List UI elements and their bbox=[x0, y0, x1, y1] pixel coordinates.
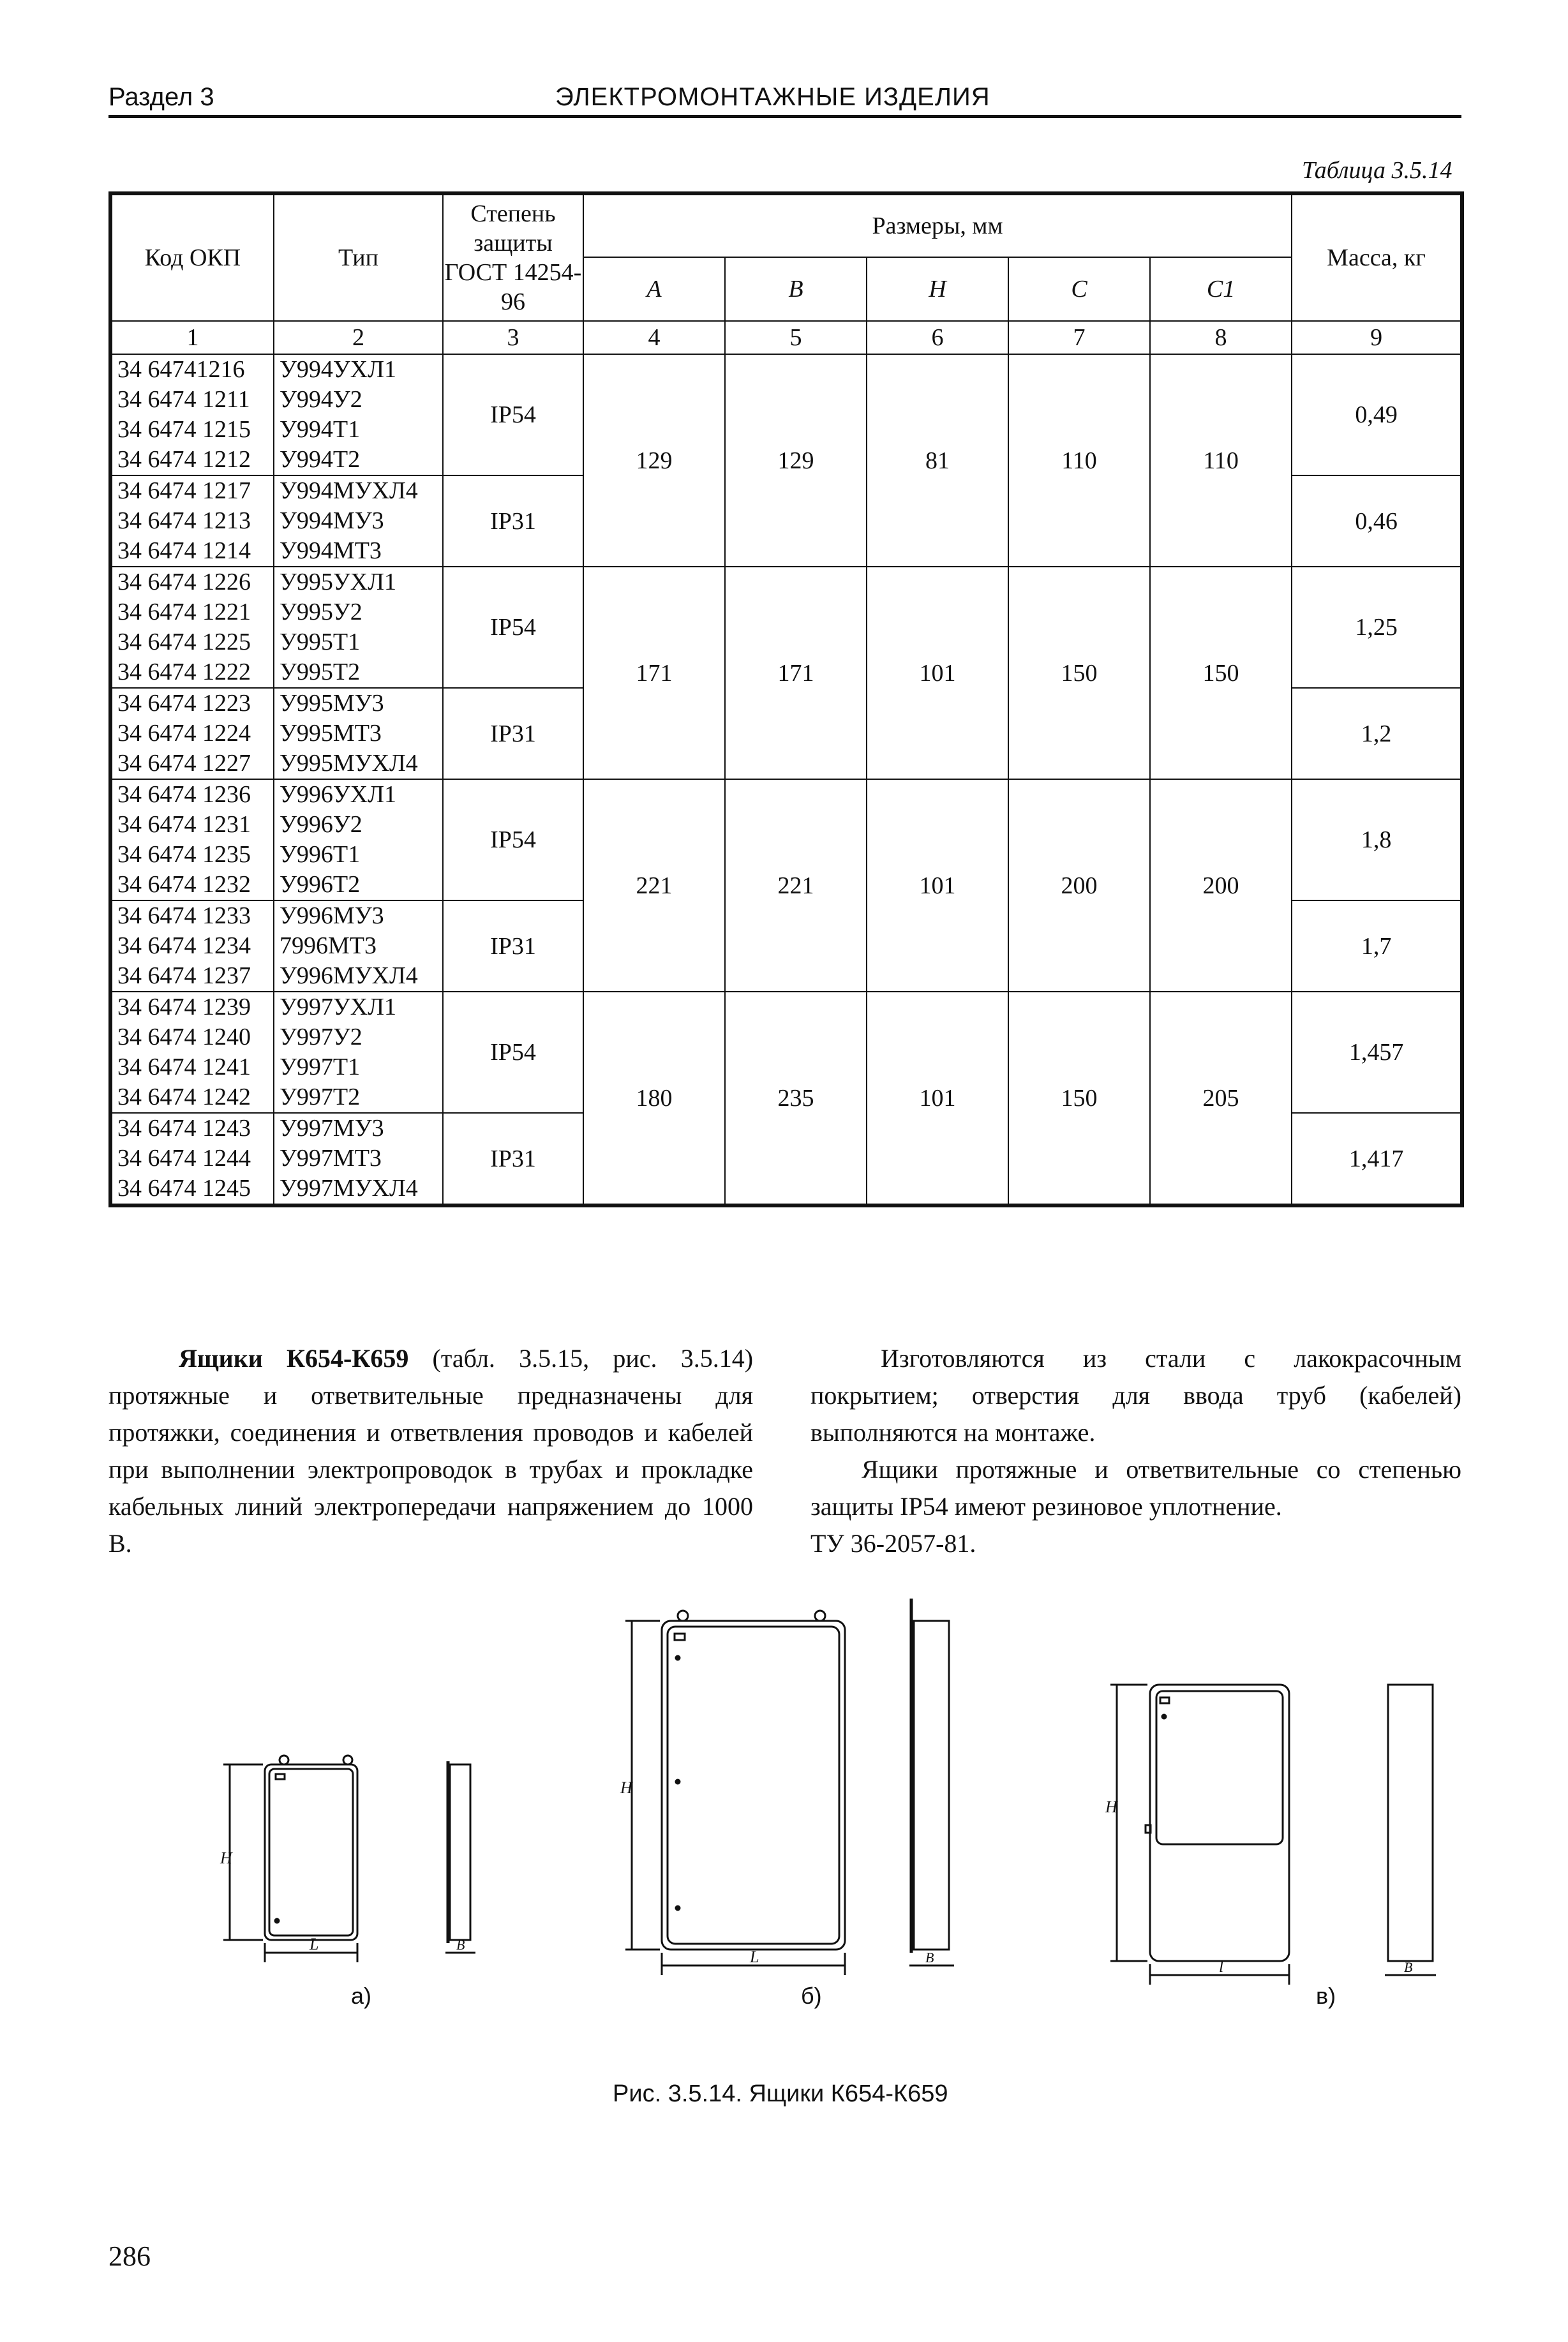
okp-code: 34 64741216 bbox=[117, 356, 245, 383]
label-l-b: L bbox=[750, 1948, 759, 1966]
enclosure-drawings bbox=[96, 1583, 1468, 2055]
dimension-cell-b: 129 bbox=[725, 354, 867, 567]
body-right-p1: Изготовляются из стали с лакокрасочным покрытием; отверстия для ввода труб (кабелей) выполняются на монтаже. bbox=[810, 1344, 1461, 1447]
enclosure-type: У997УХЛ1 bbox=[280, 994, 397, 1020]
label-l-c: l bbox=[1219, 1957, 1224, 1976]
okp-code: 34 6474 1237 bbox=[117, 962, 251, 989]
enclosure-type: У996У2 bbox=[280, 811, 362, 838]
mass-cell: 1,457 bbox=[1292, 992, 1462, 1113]
okp-code: 34 6474 1231 bbox=[117, 811, 251, 838]
okp-code: 34 6474 1243 bbox=[117, 1115, 251, 1142]
enclosure-type: У995МУХЛ4 bbox=[280, 750, 418, 777]
mass-cell: 1,25 bbox=[1292, 567, 1462, 688]
okp-code: 34 6474 1214 bbox=[117, 537, 251, 564]
protection-cell: IP54 bbox=[443, 354, 583, 475]
col-number: 3 bbox=[443, 321, 583, 354]
label-b-a: B bbox=[456, 1937, 465, 1953]
header-protection: Степень защиты ГОСТ 14254-96 bbox=[443, 193, 583, 321]
protection-cell: IP54 bbox=[443, 779, 583, 900]
okp-codes-cell bbox=[110, 779, 274, 900]
header-dimensions: Размеры, мм bbox=[583, 193, 1292, 257]
okp-codes-cell bbox=[110, 900, 274, 992]
enclosure-type: 7996МТ3 bbox=[280, 932, 377, 959]
enclosure-type: У995У2 bbox=[280, 599, 362, 625]
enclosure-type: У996МУ3 bbox=[280, 902, 384, 929]
types-cell bbox=[274, 1113, 443, 1205]
enclosure-type: У994УХЛ1 bbox=[280, 356, 397, 383]
enclosure-type: У995Т2 bbox=[280, 659, 361, 685]
okp-code: 34 6474 1234 bbox=[117, 932, 251, 959]
body-left-bold: Ящики К654-К659 bbox=[179, 1344, 409, 1373]
enclosure-type: У996УХЛ1 bbox=[280, 781, 397, 808]
mass-cell: 0,49 bbox=[1292, 354, 1462, 475]
protection-cell: IP31 bbox=[443, 475, 583, 567]
label-b-c: B bbox=[1404, 1959, 1413, 1975]
types-cell bbox=[274, 992, 443, 1113]
enclosure-type: У994МТ3 bbox=[280, 537, 382, 564]
enclosure-type: У997МУ3 bbox=[280, 1115, 384, 1142]
enclosure-type: У997У2 bbox=[280, 1024, 362, 1050]
label-c: в) bbox=[1316, 1983, 1336, 2009]
okp-code: 34 6474 1224 bbox=[117, 720, 251, 747]
page-number: 286 bbox=[108, 2241, 151, 2272]
mass-cell: 1,2 bbox=[1292, 688, 1462, 779]
okp-code: 34 6474 1223 bbox=[117, 690, 251, 717]
header-dim-c: C bbox=[1008, 257, 1150, 321]
enclosure-type: У997Т2 bbox=[280, 1084, 361, 1110]
label-a: а) bbox=[351, 1983, 372, 2009]
enclosure-type: У994Т2 bbox=[280, 446, 361, 473]
body-right-p3: ТУ 36-2057-81. bbox=[810, 1529, 976, 1558]
dimension-cell-c: 200 bbox=[1008, 779, 1150, 992]
col-number: 6 bbox=[867, 321, 1008, 354]
table-caption: Таблица 3.5.14 bbox=[1302, 157, 1452, 184]
body-left-text: (табл. 3.5.15, рис. 3.5.14) протяжные и ответвительные предназначены для протяжки, соединения и ответвления проводов и кабелей при выполнении электропроводок в трубах и прокладке кабельных линий электропередачи напряжением до 1000 В. bbox=[108, 1344, 754, 1558]
body-left-paragraph bbox=[108, 1340, 753, 1562]
enclosure-type: У996Т1 bbox=[280, 841, 361, 868]
dimension-cell-a: 180 bbox=[583, 992, 725, 1205]
dimension-cell-a: 129 bbox=[583, 354, 725, 567]
table-row bbox=[110, 567, 1462, 688]
okp-code: 34 6474 1212 bbox=[117, 446, 251, 473]
enclosure-type: У997Т1 bbox=[280, 1054, 361, 1080]
enclosure-type: У995УХЛ1 bbox=[280, 569, 397, 595]
okp-code: 34 6474 1226 bbox=[117, 569, 251, 595]
body-right-column bbox=[810, 1340, 1461, 1562]
spec-table-wrapper bbox=[108, 191, 1460, 1207]
okp-code: 34 6474 1217 bbox=[117, 477, 251, 504]
okp-code: 34 6474 1241 bbox=[117, 1054, 251, 1080]
dimension-cell-a: 171 bbox=[583, 567, 725, 779]
enclosure-type: У994У2 bbox=[280, 386, 362, 413]
label-l-a: L bbox=[310, 1935, 319, 1953]
header-code: Код ОКП bbox=[110, 193, 274, 321]
dimension-cell-b: 235 bbox=[725, 992, 867, 1205]
protection-cell: IP31 bbox=[443, 1113, 583, 1205]
header-dim-b: B bbox=[725, 257, 867, 321]
dimension-cell-b: 221 bbox=[725, 779, 867, 992]
dimension-cell-c1: 205 bbox=[1150, 992, 1292, 1205]
enclosure-type: У994МУХЛ4 bbox=[280, 477, 418, 504]
protection-cell: IP54 bbox=[443, 992, 583, 1113]
drawing-a-side bbox=[445, 1761, 475, 1953]
types-cell bbox=[274, 567, 443, 688]
header-type: Тип bbox=[274, 193, 443, 321]
okp-code: 34 6474 1242 bbox=[117, 1084, 251, 1110]
header-dim-h: H bbox=[867, 257, 1008, 321]
okp-code: 34 6474 1211 bbox=[117, 386, 250, 413]
dimension-cell-c: 110 bbox=[1008, 354, 1150, 567]
dimension-cell-c: 150 bbox=[1008, 992, 1150, 1205]
okp-code: 34 6474 1215 bbox=[117, 416, 251, 443]
mass-cell: 1,8 bbox=[1292, 779, 1462, 900]
header-mass: Масса, кг bbox=[1292, 193, 1462, 321]
okp-code: 34 6474 1233 bbox=[117, 902, 251, 929]
okp-code: 34 6474 1240 bbox=[117, 1024, 251, 1050]
body-right-p2: Ящики протяжные и ответвительные со степенью защиты IP54 имеют резиновое уплотнение. bbox=[810, 1455, 1461, 1521]
okp-code: 34 6474 1239 bbox=[117, 994, 251, 1020]
okp-code: 34 6474 1227 bbox=[117, 750, 251, 777]
drawing-c-front bbox=[1105, 1685, 1289, 1985]
spec-table-body bbox=[110, 354, 1462, 1205]
label-h-b: H bbox=[620, 1779, 632, 1797]
dimension-cell-c: 150 bbox=[1008, 567, 1150, 779]
okp-code: 34 6474 1213 bbox=[117, 507, 251, 534]
okp-code: 34 6474 1222 bbox=[117, 659, 251, 685]
header-dim-c1: C1 bbox=[1150, 257, 1292, 321]
col-number: 4 bbox=[583, 321, 725, 354]
enclosure-type: У995МТ3 bbox=[280, 720, 382, 747]
enclosure-type: У994Т1 bbox=[280, 416, 361, 443]
section-label: Раздел 3 bbox=[108, 83, 214, 111]
dimension-cell-h: 101 bbox=[867, 992, 1008, 1205]
types-cell bbox=[274, 475, 443, 567]
enclosure-type: У994МУ3 bbox=[280, 507, 384, 534]
okp-code: 34 6474 1232 bbox=[117, 871, 251, 898]
table-row bbox=[110, 779, 1462, 900]
drawing-b-side bbox=[909, 1599, 954, 1965]
dimension-cell-c1: 110 bbox=[1150, 354, 1292, 567]
okp-code: 34 6474 1236 bbox=[117, 781, 251, 808]
okp-codes-cell bbox=[110, 992, 274, 1113]
col-number: 5 bbox=[725, 321, 867, 354]
dimension-cell-h: 101 bbox=[867, 779, 1008, 992]
label-h-c: H bbox=[1105, 1798, 1117, 1816]
label-h-a: H bbox=[220, 1849, 232, 1867]
page-title: ЭЛЕКТРОМОНТАЖНЫЕ ИЗДЕЛИЯ bbox=[555, 83, 990, 111]
enclosure-type: У997МТ3 bbox=[280, 1145, 382, 1172]
okp-code: 34 6474 1235 bbox=[117, 841, 251, 868]
dimension-cell-c1: 200 bbox=[1150, 779, 1292, 992]
table-row bbox=[110, 992, 1462, 1113]
enclosure-type: У995МУ3 bbox=[280, 690, 384, 717]
protection-cell: IP31 bbox=[443, 688, 583, 779]
enclosure-type: У997МУХЛ4 bbox=[280, 1175, 418, 1202]
types-cell bbox=[274, 354, 443, 475]
drawing-b-front bbox=[620, 1611, 845, 1975]
okp-codes-cell bbox=[110, 354, 274, 475]
okp-code: 34 6474 1221 bbox=[117, 599, 251, 625]
okp-code: 34 6474 1225 bbox=[117, 629, 251, 655]
drawing-c-side bbox=[1385, 1685, 1436, 1975]
enclosure-type: У995Т1 bbox=[280, 629, 361, 655]
mass-cell: 0,46 bbox=[1292, 475, 1462, 567]
col-number: 9 bbox=[1292, 321, 1462, 354]
okp-code: 34 6474 1245 bbox=[117, 1175, 251, 1202]
okp-codes-cell bbox=[110, 475, 274, 567]
okp-codes-cell bbox=[110, 688, 274, 779]
protection-cell: IP54 bbox=[443, 567, 583, 688]
drawing-a-front bbox=[220, 1756, 357, 1962]
types-cell bbox=[274, 779, 443, 900]
dimension-cell-c1: 150 bbox=[1150, 567, 1292, 779]
label-b: б) bbox=[801, 1983, 822, 2009]
enclosure-type: У996Т2 bbox=[280, 871, 361, 898]
label-b-b: B bbox=[925, 1950, 934, 1965]
col-number: 1 bbox=[110, 321, 274, 354]
protection-cell: IP31 bbox=[443, 900, 583, 992]
dimension-cell-h: 81 bbox=[867, 354, 1008, 567]
header-dim-a: A bbox=[583, 257, 725, 321]
mass-cell: 1,7 bbox=[1292, 900, 1462, 992]
dimension-cell-h: 101 bbox=[867, 567, 1008, 779]
table-row bbox=[110, 354, 1462, 475]
enclosure-type: У996МУХЛ4 bbox=[280, 962, 418, 989]
dimension-cell-a: 221 bbox=[583, 779, 725, 992]
header-rule bbox=[108, 115, 1461, 118]
okp-codes-cell bbox=[110, 567, 274, 688]
col-number: 2 bbox=[274, 321, 443, 354]
col-number: 7 bbox=[1008, 321, 1150, 354]
figure-caption: Рис. 3.5.14. Ящики К654-К659 bbox=[613, 2080, 948, 2107]
col-number: 8 bbox=[1150, 321, 1292, 354]
types-cell bbox=[274, 688, 443, 779]
okp-codes-cell bbox=[110, 1113, 274, 1205]
spec-table bbox=[108, 191, 1464, 1207]
okp-code: 34 6474 1244 bbox=[117, 1145, 251, 1172]
mass-cell: 1,417 bbox=[1292, 1113, 1462, 1205]
types-cell bbox=[274, 900, 443, 992]
dimension-cell-b: 171 bbox=[725, 567, 867, 779]
